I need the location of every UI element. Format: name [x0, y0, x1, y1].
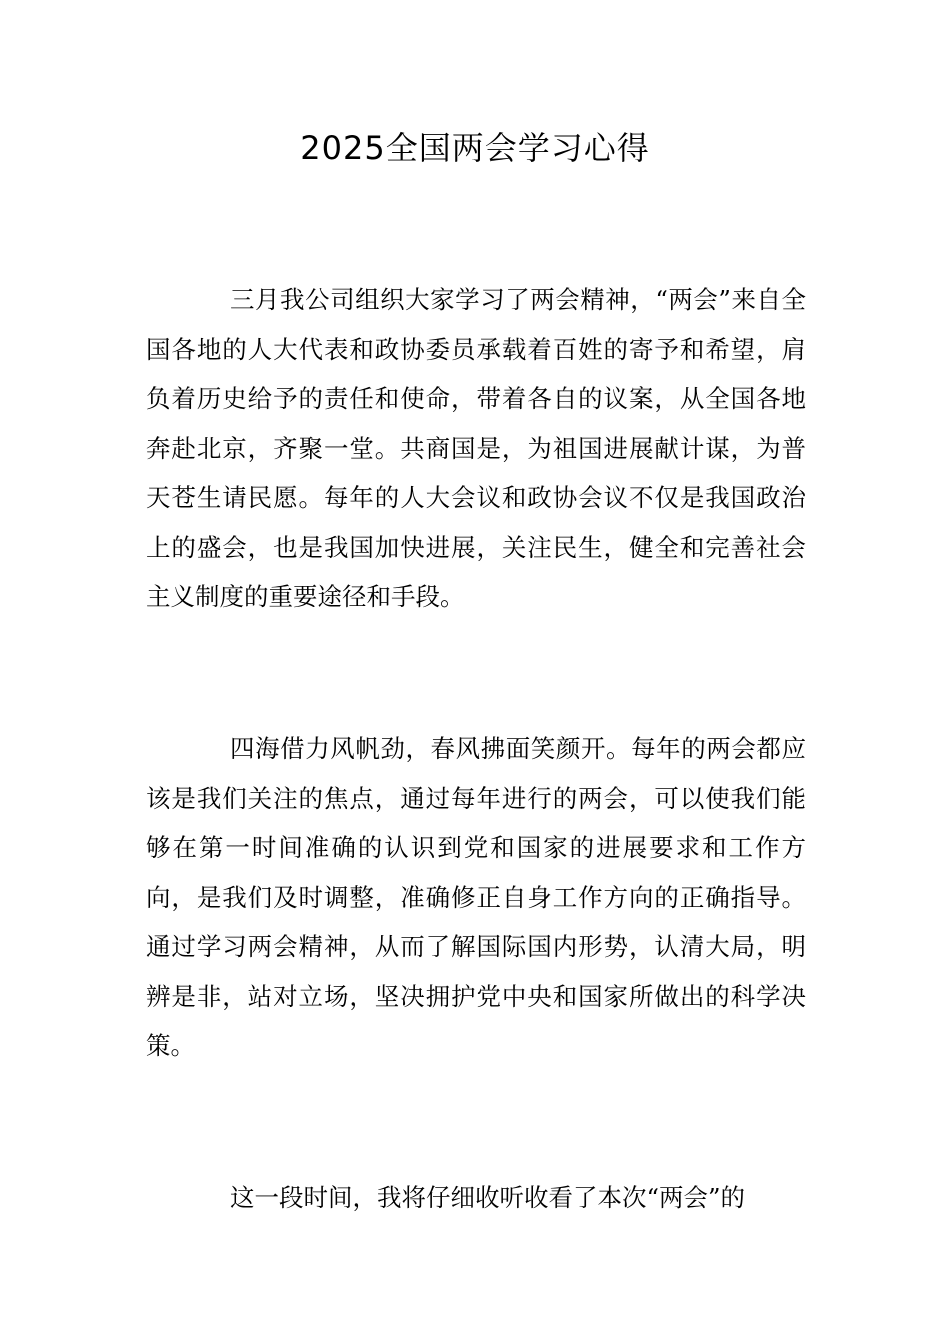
document-title: 2025全国两会学习心得 — [300, 129, 650, 167]
paragraph-3: 这一段时间，我将仔细收听收看了本次“两会”的 — [230, 1183, 746, 1212]
paragraph-1: 三月我公司组织大家学习了两会精神，“两会”来自全国各地的人大代表和政协委员承载着百姓的寄予和希望，肩负着历史给予的责任和使命，带着各自的议案，从全国各地奔赴北京，齐聚一堂。共商国是，为祖国进展献计谋，为普天苍生请民愿。每年的人大会议和政协会议不仅是我国政治上的盛会，也是我国加快进展，关注民生，健全和完善社会主义制度的重要途径和手段。 — [146, 285, 806, 611]
paragraph-2: 四海借力风帆劲，春风拂面笑颜开。每年的两会都应该是我们关注的焦点，通过每年进行的两会，可以使我们能够在第一时间准确的认识到党和国家的进展要求和工作方向，是我们及时调整，准确修正自身工作方向的正确指导。通过学习两会精神，从而了解国际国内形势，认清大局，明辨是非，站对立场，坚决拥护党中央和国家所做出的科学决策。 — [146, 734, 806, 1060]
